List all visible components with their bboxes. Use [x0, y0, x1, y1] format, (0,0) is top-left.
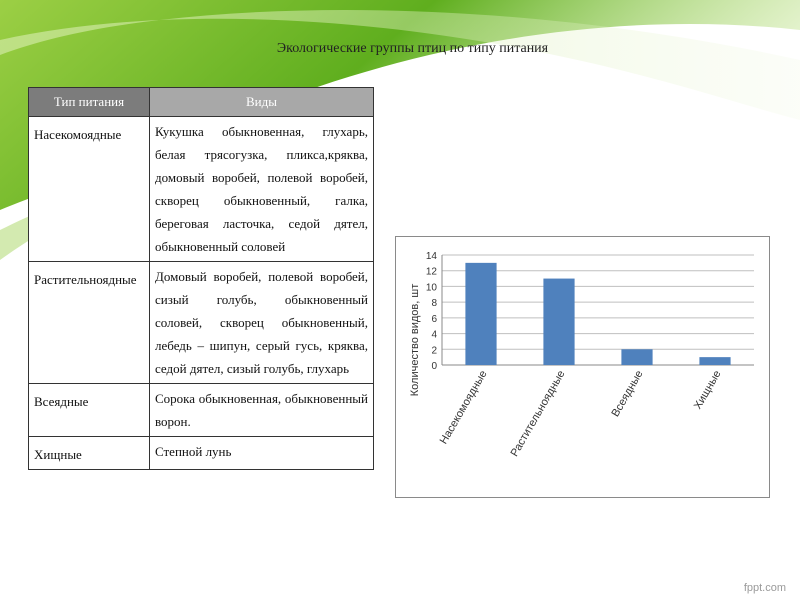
- cell-type: Хищные: [29, 437, 150, 470]
- header-species: Виды: [150, 88, 374, 117]
- bar: [465, 263, 496, 365]
- bar: [699, 357, 730, 365]
- x-category-label: Растительноядные: [508, 368, 568, 459]
- cell-species: Степной лунь: [150, 437, 374, 470]
- cell-species: Домовый воробей, полевой воробей, сизый голубь, обыкновенный соловей, скворец обыкновенный, лебедь – шипун, серый гусь, кряква, седой дятел, сизый голубь, глухарь: [150, 262, 374, 384]
- x-category-label: Всеядные: [609, 368, 646, 420]
- y-tick-label: 14: [425, 251, 437, 262]
- y-tick-label: 10: [425, 282, 437, 294]
- feeding-groups-table: [28, 87, 374, 470]
- table-row: [29, 437, 374, 470]
- cell-type: Насекомоядные: [29, 117, 150, 262]
- bar: [543, 279, 574, 365]
- y-tick-label: 4: [431, 329, 437, 341]
- y-tick-label: 8: [431, 298, 437, 310]
- cell-species: Сорока обыкновенная, обыкновенный ворон.: [150, 384, 374, 437]
- table-row: [29, 262, 374, 384]
- y-tick-label: 0: [431, 361, 437, 372]
- cell-type: Растительноядные: [29, 262, 150, 384]
- header-feeding-type: Тип питания: [29, 88, 150, 117]
- footer-brand: fppt.com: [743, 582, 786, 594]
- slide-title: Экологические группы птиц по типу питания: [276, 41, 549, 56]
- x-category-label: Насекомоядные: [437, 368, 490, 447]
- cell-species: Кукушка обыкновенная, глухарь, белая трясогузка, пликса,кряква, домовый воробей, полевой воробей, скворец обыкновенный, галка, береговая ласточка, седой дятел, обыкновенный соловей: [150, 117, 374, 262]
- bar: [621, 349, 652, 365]
- y-axis-label: Количество видов, шт: [409, 283, 421, 397]
- table-header-row: [29, 88, 374, 117]
- bar-chart-svg: [396, 237, 771, 499]
- table-row: [29, 384, 374, 437]
- cell-type: Всеядные: [29, 384, 150, 437]
- bar-chart: [395, 236, 770, 498]
- table-row: [29, 117, 374, 262]
- y-tick-label: 2: [431, 345, 437, 357]
- x-category-label: Хищные: [691, 368, 724, 412]
- y-tick-label: 6: [431, 313, 437, 325]
- y-tick-label: 12: [425, 266, 437, 278]
